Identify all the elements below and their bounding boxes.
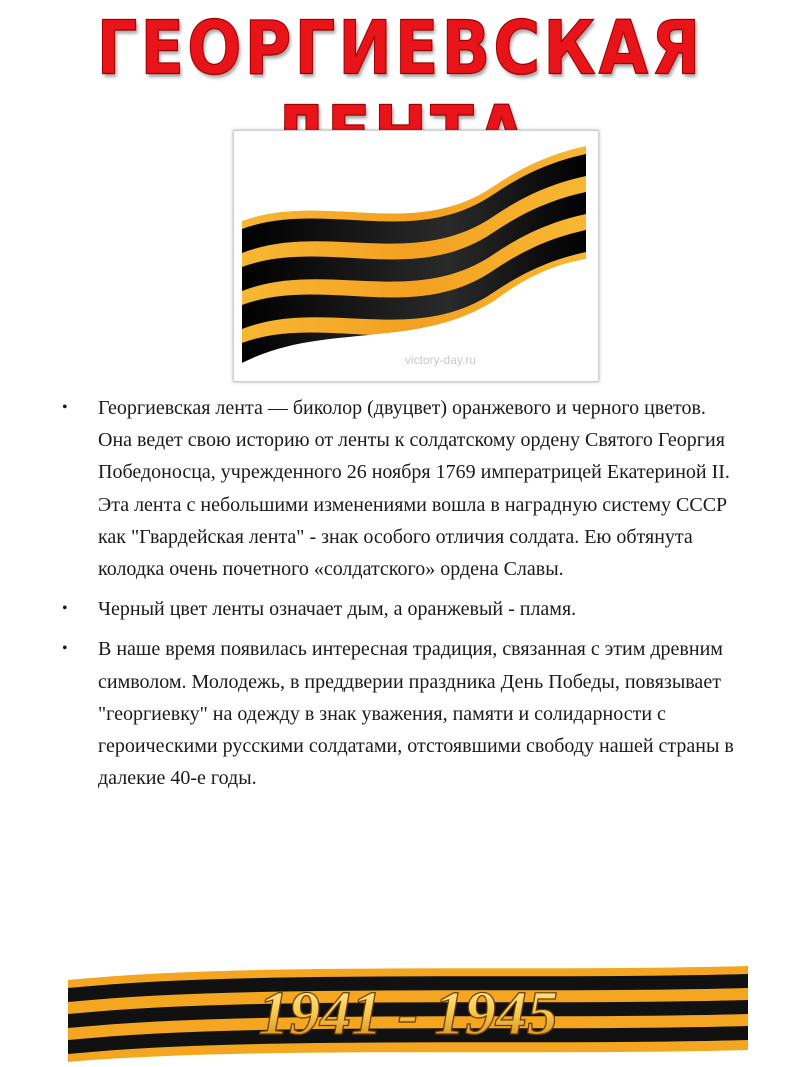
ribbon-image <box>233 130 599 382</box>
banner-ribbon-graphic <box>68 962 748 1062</box>
list-item-text: Георгиевская лента — биколор (двуцвет) оранжевого и черного цветов. Она ведет свою историю от ленты к солдатскому ордену Святого Георгия Победоносца, учрежденного 26 ноября 1769 императрицей Екатериной II. Эта лента с небольшими изменениями вошла в наградную систему СССР как "Гвардейская лента" - знак особого отличия солдата. Ею обтянута колодка очень почетного «солдатского» ордена Славы. <box>98 397 730 581</box>
list-item-text: Черный цвет ленты означает дым, а оранжевый - пламя. <box>98 598 577 621</box>
ribbon-graphic <box>234 131 600 383</box>
list-item <box>62 593 742 625</box>
bullet-list <box>62 392 742 794</box>
bullet-icon: • <box>62 399 68 416</box>
bullet-icon: • <box>62 600 68 618</box>
page-title: ГЕОРГИЕВСКАЯ <box>96 6 704 92</box>
years-banner <box>68 962 748 1062</box>
bullet-icon: • <box>62 640 68 658</box>
list-item <box>62 392 742 585</box>
list-item <box>62 633 742 794</box>
list-item-text: В наше время появилась интересная традиция, связанная с этим древним символом. Молодежь, в преддверии праздника День Победы, повязывает "георгиевку" на одежду в знак уважения, памяти и солидарности с героическими русскими солдатами, отстоявшими свободу нашей страны в далекие 40-е годы. <box>98 638 734 790</box>
banner-years-text: 1941 - 1945 <box>258 980 558 1048</box>
main-text <box>62 392 742 802</box>
watermark-text: victory-day.ru <box>404 353 476 367</box>
